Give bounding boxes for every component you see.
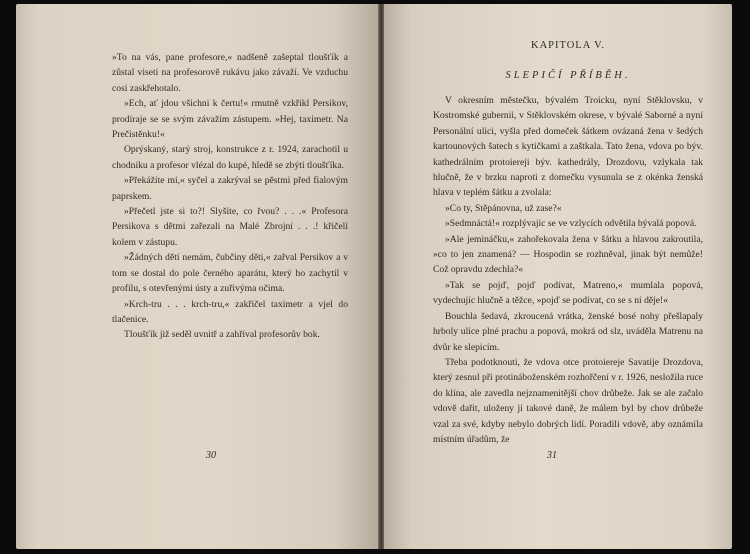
paragraph: Třeba podotknouti, že vdova otce protoiereje Savatije Drozdova, který zesnul při protináboženském rozhořčení v r. 1926, nesložila ruce do klína, ale zavedla nejznamenitější chov drůbeže. Jak se ale začalo vdově dařit, uloženy jí takové daně, že málem byl by chov drůbeže vzal za své, kdyby nebylo dobrých lidí. Poradili vdově, aby oznámila místním úřadům, že [433,356,703,445]
paragraph: »Co ty, Stěpánovna, už zase?« [445,202,562,214]
paragraph: »Přečetl jste si to?! Slyšíte, co řvou? . . .« Profesora Persikova s dětmi zařezali na Malé Zbrojní . . .! křičeli kolem v zástupu. [112,206,348,248]
right-page-text [433,93,703,447]
left-page-text [112,50,348,343]
chapter-heading: KAPITOLA V. [530,40,605,51]
paragraph: »Ale jemináčku,« zahořekovala žena v šátku a hlavou zakroutila, »co to jen znamená? — Hospodin se rozhněval, jinak být nemůže! Což opravdu zdechla?« [433,233,703,276]
right-page [384,4,732,549]
paragraph: »Žádných dětí nemám, čubčiny děti,« zařval Persikov a v tom se dostal do pole černého aparátu, který ho zachytil v profilu, s otevřenými ústy a zuřivýma očima. [112,252,348,295]
chapter-subtitle: SLEPIČÍ PŘÍBĚH. [505,70,631,81]
paragraph: »Tak se pojď, pojď podívat, Matreno,« mumlala popová, vydechujíc hlučně a těžce, »pojď se podívat, co se s ní děje!« [433,279,703,307]
paragraph: »To na vás, pane profesore,« nadšeně zašeptal tloušťík a zůstal viseti na profesorově rukávu jako závaží. Ve vzduchu cosi zaskřehotalo. [112,52,348,94]
page-number-left: 30 [206,450,216,461]
book-spread [16,4,732,549]
paragraph: Oprýskaný, starý stroj, konstrukce z r. 1924, zarachotil u chodníku a profesor vlézal do kupé, hledě se zbýti tloušťíka. [112,144,348,171]
paragraph: Tloušťík již seděl uvnitř a zahříval profesorův bok. [124,329,320,341]
page-number-right: 31 [547,450,557,461]
paragraph: »Sedmnáctá!« rozplývajíc se ve vzlycích odvětila bývalá popová. [445,218,697,230]
paragraph: »Ech, ať jdou všichni k čertu!« rmutně vzkřikl Persikov, prodíraje se se svým závažím zástupem. »Hej, taximetr. Na Prečistěnku!« [112,98,348,141]
paragraph: V okresním městečku, bývalém Troicku, nyní Stěklovsku, v Kostromské gubernii, v Stěklovském okrese, v bývalé Saborné a nyní Personální ulici, vyšla před domeček šátkem ovázaná žena v šedých kartounových šatech s kytičkami a zaštkala. Tato žena, vdova po býv. kathedrálním protoiereji býv. kathedrály, Drozdovu, vzlykala tak hlučně, že v brzku naproti z domečku vysunula se z okénka ženská hlava v teplém šátku a zvolala: [433,95,703,199]
paragraph: »Krch-tru . . . krch-tru,« zakřičel taximetr a vjel do tlačenice. [112,298,348,325]
paragraph: Bouchla šedavá, zkroucená vrátka, ženské bosé nohy přešlapaly hrboly ulice plné prachu a popová, mokrá od slz, uváděla Matrenu na dvůr ke slepicím. [433,310,703,353]
paragraph: »Překážíte mi,« syčel a zakrýval se pěstmi před fialovým paprskem. [112,175,348,202]
left-page [16,4,378,549]
